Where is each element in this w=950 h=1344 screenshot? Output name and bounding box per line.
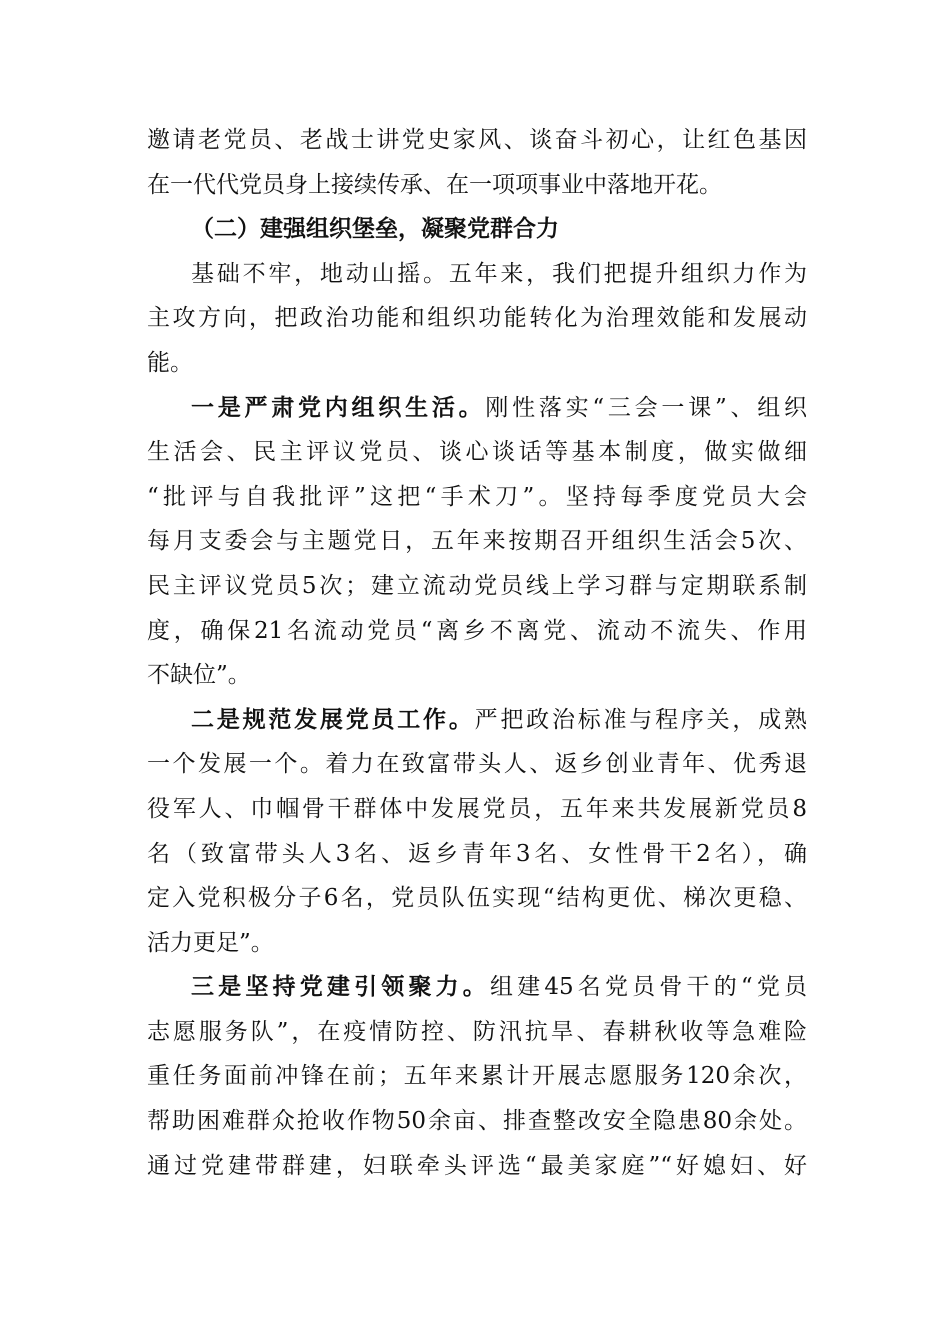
text-line: “批评与自我批评”这把“手术刀”。坚持每季度党员大会: [147, 483, 807, 510]
text-line: 役军人、巾帼骨干群体中发展党员，五年来共发展新党员8: [147, 795, 807, 822]
text-line: 主攻方向，把政治功能和组织功能转化为治理效能和发展动: [147, 305, 807, 332]
point-title: 三是坚持党建引领聚力。: [191, 973, 490, 1001]
text-line: 活力更足”。: [147, 929, 274, 956]
text-line: 度，确保21名流动党员“离乡不离党、流动不流失、作用: [147, 617, 807, 644]
text-line: 一个发展一个。着力在致富带头人、返乡创业青年、优秀退: [147, 751, 807, 778]
text-line: 定入党积极分子6名，党员队伍实现“结构更优、梯次更稳、: [147, 885, 807, 912]
text-line: 邀请老党员、老战士讲党史家风、谈奋斗初心，让红色基因: [147, 127, 807, 153]
point-title: 一是严肃党内组织生活。: [191, 393, 486, 421]
text-line: 基础不牢，地动山摇。五年来，我们把提升组织力作为: [191, 260, 807, 287]
text-line: 志愿服务队”，在疫情防控、防汛抗旱、春耕秋收等急难险: [147, 1018, 807, 1045]
document-page: [147, 118, 807, 1188]
text-line: 名（致富带头人3名、返乡青年3名、女性骨干2名），确: [147, 840, 807, 867]
text-line: 每月支委会与主题党日，五年来按期召开组织生活会5次、: [147, 528, 807, 555]
section-heading: （二）建强组织堡垒，凝聚党群合力: [191, 215, 559, 243]
text-line: [147, 698, 807, 743]
text-line: 重任务面前冲锋在前；五年来累计开展志愿服务120余次，: [147, 1063, 807, 1090]
text-line: 在一代代党员身上接续传承、在一项项事业中落地开花。: [147, 171, 722, 198]
text-line: 不缺位”。: [147, 662, 251, 689]
text-line: 通过党建带群建，妇联牵头评选“最美家庭”“好媳妇、好: [147, 1152, 807, 1179]
text-line: [147, 965, 807, 1010]
text-line: 生活会、民主评议党员、谈心谈话等基本制度，做实做细: [147, 439, 807, 466]
text-line-body: 组建45名党员骨干的“党员: [489, 974, 807, 1001]
point-title: 二是规范发展党员工作。: [191, 705, 475, 733]
text-line: [147, 386, 807, 431]
text-line: 帮助困难群众抢收作物50余亩、排查整改安全隐患80余处。: [147, 1108, 807, 1135]
text-line: 能。: [147, 349, 193, 376]
text-line-body: 刚性落实“三会一课”、组织: [485, 394, 807, 421]
text-line: 民主评议党员5次；建立流动党员线上学习群与定期联系制: [147, 572, 807, 599]
text-line-body: 严把政治标准与程序关，成熟: [474, 706, 808, 733]
